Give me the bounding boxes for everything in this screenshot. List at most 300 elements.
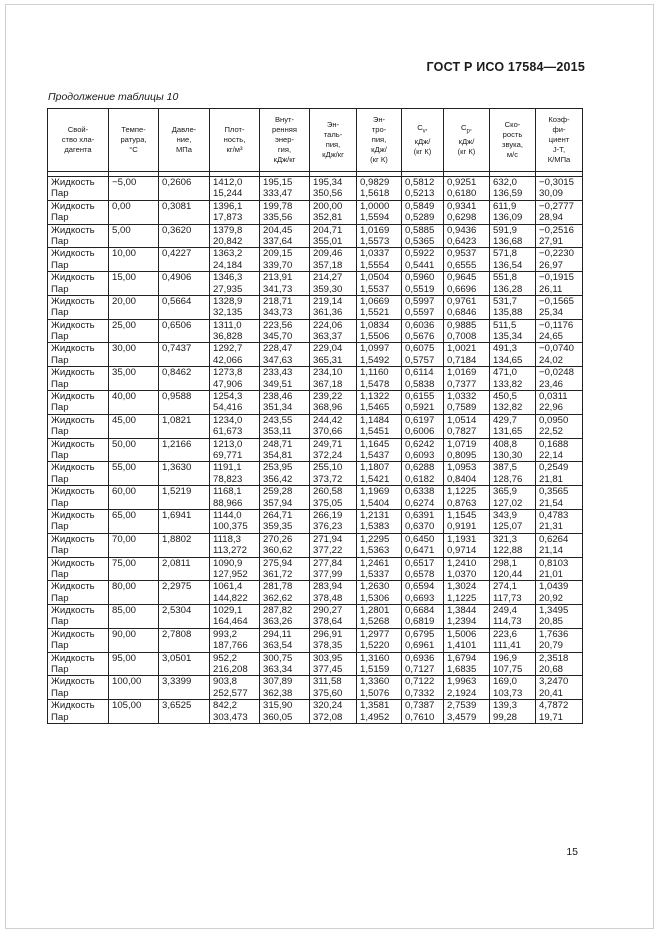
cell-density	[210, 628, 260, 652]
cell-temperature	[109, 700, 159, 724]
cell-entropy	[357, 462, 402, 486]
vapor-value: Пар	[51, 545, 69, 557]
liquid-value: 1029,1	[213, 605, 243, 617]
cell-cp	[444, 486, 490, 510]
column-header-line: ренняя	[271, 125, 298, 134]
cell-property	[48, 581, 109, 605]
column-header-line: ство хла-	[61, 135, 95, 144]
liquid-value: 1,1645	[360, 438, 390, 450]
vapor-value: 136,59	[493, 188, 523, 200]
vapor-value: 27,91	[539, 235, 564, 247]
cell-enthalpy	[310, 414, 357, 438]
cell-property	[48, 486, 109, 510]
value: 0,5664	[162, 295, 192, 307]
vapor-value: 0,6555	[447, 259, 477, 271]
cell-density	[210, 200, 260, 224]
cell-jt-coefficient	[536, 414, 583, 438]
cell-cp	[444, 676, 490, 700]
liquid-value: 450,5	[493, 391, 518, 403]
column-header-line: Коэф-	[548, 115, 570, 124]
liquid-value: 0,6075	[405, 343, 435, 355]
liquid-value: 1191,1	[213, 462, 242, 474]
column-header-line: $C_p$,	[461, 123, 472, 135]
table-row	[48, 343, 583, 367]
value: 75,00	[112, 557, 137, 569]
liquid-value: Жидкость	[51, 200, 95, 212]
cell-entropy	[357, 367, 402, 391]
cell-pressure	[159, 414, 210, 438]
vapor-value: 1,4952	[360, 711, 390, 723]
table-row	[48, 652, 583, 676]
vapor-value: 24,184	[213, 259, 243, 271]
vapor-value: 0,7127	[405, 664, 435, 676]
liquid-value: 531,7	[493, 295, 518, 307]
vapor-value: 54,416	[213, 402, 243, 414]
liquid-value: 287,82	[263, 605, 293, 617]
vapor-value: 25,34	[539, 307, 564, 319]
vapor-value: 357,94	[263, 497, 293, 509]
column-header-jt-coefficient	[536, 109, 583, 172]
value: 2,5304	[162, 605, 192, 617]
vapor-value: 0,6180	[447, 188, 477, 200]
liquid-value: 283,94	[313, 581, 343, 593]
table-row	[48, 438, 583, 462]
cell-entropy	[357, 319, 402, 343]
liquid-value: 2,3518	[539, 652, 569, 664]
column-header-line: J-T,	[552, 145, 566, 154]
vapor-value: Пар	[51, 235, 69, 247]
liquid-value: 0,6242	[405, 438, 435, 450]
cell-pressure	[159, 295, 210, 319]
cell-entropy	[357, 414, 402, 438]
liquid-value: 1,0337	[360, 248, 390, 260]
cell-property	[48, 200, 109, 224]
liquid-value: 1,1322	[360, 391, 390, 403]
cell-density	[210, 391, 260, 415]
cell-internal-energy	[260, 177, 310, 201]
cell-entropy	[357, 486, 402, 510]
document-code: ГОСТ Р ИСО 17584—2015	[426, 60, 585, 74]
vapor-value: 0,6298	[447, 212, 477, 224]
cell-property	[48, 295, 109, 319]
cell-enthalpy	[310, 628, 357, 652]
liquid-value: 253,95	[263, 462, 293, 474]
cell-enthalpy	[310, 700, 357, 724]
column-header-line: Внут-	[274, 115, 295, 124]
vapor-value: 339,70	[263, 259, 293, 271]
vapor-value: 24,02	[539, 354, 564, 366]
cell-pressure	[159, 605, 210, 629]
cell-cp	[444, 391, 490, 415]
vapor-value: 372,24	[313, 449, 343, 461]
column-header-line: гия,	[277, 145, 292, 154]
cell-enthalpy	[310, 509, 357, 533]
vapor-value: 28,94	[539, 212, 564, 224]
cell-cp	[444, 581, 490, 605]
column-header-line: звука,	[502, 140, 523, 149]
cell-density	[210, 652, 260, 676]
vapor-value: 136,28	[493, 283, 523, 295]
cell-property	[48, 533, 109, 557]
liquid-value: Жидкость	[51, 605, 95, 617]
vapor-value: 363,26	[263, 616, 293, 628]
liquid-value: 2,7539	[447, 700, 477, 712]
cell-enthalpy	[310, 272, 357, 296]
cell-speed-of-sound	[490, 272, 536, 296]
liquid-value: 1,1931	[447, 533, 477, 545]
column-header-line: дагента	[64, 145, 92, 154]
liquid-value: 365,9	[493, 486, 518, 498]
liquid-value: 200,00	[313, 200, 343, 212]
liquid-value: 1,2295	[360, 533, 390, 545]
cell-internal-energy	[260, 557, 310, 581]
value: 1,5219	[162, 486, 192, 498]
cell-cv	[402, 200, 444, 224]
cell-jt-coefficient	[536, 557, 583, 581]
vapor-value: 1,5451	[360, 426, 390, 438]
cell-jt-coefficient	[536, 628, 583, 652]
vapor-value: 131,65	[493, 426, 523, 438]
subscript: p	[466, 128, 470, 135]
cell-cp	[444, 438, 490, 462]
table-row	[48, 486, 583, 510]
vapor-value: 21,81	[539, 473, 564, 485]
value: 3,6525	[162, 700, 192, 712]
column-header-line: кДж/	[414, 136, 431, 146]
liquid-value: 1379,8	[213, 224, 243, 236]
vapor-value: 216,208	[213, 664, 248, 676]
vapor-value: Пар	[51, 687, 69, 699]
cell-temperature	[109, 295, 159, 319]
cell-pressure	[159, 557, 210, 581]
vapor-value: 32,135	[213, 307, 243, 319]
liquid-value: 213,91	[263, 272, 293, 284]
cell-jt-coefficient	[536, 295, 583, 319]
column-header-line: $C_v$,	[417, 123, 428, 135]
column-header-line: кДж/	[458, 136, 475, 146]
liquid-value: 229,04	[313, 343, 343, 355]
value: 80,00	[112, 581, 137, 593]
cell-jt-coefficient	[536, 652, 583, 676]
vapor-value: 0,5838	[405, 378, 435, 390]
vapor-value: 0,5289	[405, 212, 435, 224]
liquid-value: 1,0997	[360, 343, 390, 355]
cell-property	[48, 319, 109, 343]
liquid-value: 1,2630	[360, 581, 390, 593]
table-row	[48, 414, 583, 438]
liquid-value: 244,42	[313, 414, 343, 426]
cell-cp	[444, 462, 490, 486]
column-header-line: Ско-	[504, 120, 521, 129]
liquid-value: 196,9	[493, 652, 518, 664]
liquid-value: 1,1807	[360, 462, 390, 474]
liquid-value: 139,3	[493, 700, 518, 712]
cell-jt-coefficient	[536, 676, 583, 700]
vapor-value: 1,2394	[447, 616, 477, 628]
cell-temperature	[109, 462, 159, 486]
vapor-value: 0,6423	[447, 235, 477, 247]
vapor-value: 187,766	[213, 640, 248, 652]
vapor-value: 0,7610	[405, 711, 435, 723]
vapor-value: 303,473	[213, 711, 248, 723]
cell-enthalpy	[310, 367, 357, 391]
vapor-value: 363,34	[263, 664, 293, 676]
vapor-value: 23,46	[539, 378, 564, 390]
liquid-value: 0,6288	[405, 462, 435, 474]
liquid-value: 1,0169	[447, 367, 477, 379]
table-row	[48, 367, 583, 391]
liquid-value: Жидкость	[51, 224, 95, 236]
liquid-value: 321,3	[493, 533, 518, 545]
liquid-value: Жидкость	[51, 581, 95, 593]
liquid-value: 209,15	[263, 248, 293, 260]
liquid-value: 471,0	[493, 367, 518, 379]
vapor-value: 20,842	[213, 235, 243, 247]
cell-jt-coefficient	[536, 248, 583, 272]
vapor-value: 252,577	[213, 687, 248, 699]
table-row	[48, 177, 583, 201]
vapor-value: 359,35	[263, 521, 293, 533]
liquid-value: 1,3844	[447, 605, 477, 617]
cell-internal-energy	[260, 486, 310, 510]
vapor-value: Пар	[51, 449, 69, 461]
column-header-line: кДж/	[371, 145, 387, 154]
cell-speed-of-sound	[490, 177, 536, 201]
liquid-value: 199,78	[263, 200, 293, 212]
column-header-density	[210, 109, 260, 172]
vapor-value: 27,935	[213, 283, 243, 295]
liquid-value: 0,6936	[405, 652, 435, 664]
vapor-value: Пар	[51, 331, 69, 343]
liquid-value: 0,5812	[405, 177, 435, 188]
column-header-line: рость	[502, 130, 523, 139]
cell-entropy	[357, 605, 402, 629]
column-header-line: Эн-	[326, 120, 340, 129]
vapor-value: 99,28	[493, 711, 518, 723]
cell-jt-coefficient	[536, 200, 583, 224]
vapor-value: Пар	[51, 378, 69, 390]
cell-internal-energy	[260, 700, 310, 724]
vapor-value: 22,14	[539, 449, 564, 461]
cell-entropy	[357, 177, 402, 201]
liquid-value: 1,3360	[360, 676, 390, 688]
liquid-value: 204,45	[263, 224, 293, 236]
cell-entropy	[357, 200, 402, 224]
vapor-value: 26,97	[539, 259, 564, 271]
vapor-value: 1,5554	[360, 259, 390, 271]
liquid-value: 429,7	[493, 414, 518, 426]
liquid-value: Жидкость	[51, 272, 95, 284]
column-header-cv	[402, 109, 444, 172]
table-row	[48, 533, 583, 557]
vapor-value: Пар	[51, 283, 69, 295]
table-row	[48, 676, 583, 700]
cell-temperature	[109, 581, 159, 605]
liquid-value: 1061,4	[213, 581, 243, 593]
cell-internal-energy	[260, 200, 310, 224]
vapor-value: 377,22	[313, 545, 343, 557]
cell-jt-coefficient	[536, 224, 583, 248]
vapor-value: 1,5521	[360, 307, 390, 319]
cell-cp	[444, 319, 490, 343]
vapor-value: 127,952	[213, 568, 248, 580]
cell-pressure	[159, 343, 210, 367]
cell-internal-energy	[260, 391, 310, 415]
vapor-value: 370,66	[313, 426, 343, 438]
liquid-value: −0,2230	[539, 248, 574, 260]
cell-enthalpy	[310, 581, 357, 605]
column-header-cp	[444, 109, 490, 172]
cell-pressure	[159, 200, 210, 224]
vapor-value: Пар	[51, 259, 69, 271]
column-header-line: ние,	[176, 135, 192, 144]
cell-jt-coefficient	[536, 581, 583, 605]
cell-temperature	[109, 343, 159, 367]
table-row	[48, 295, 583, 319]
cell-density	[210, 367, 260, 391]
cell-cv	[402, 581, 444, 605]
liquid-value: 290,27	[313, 605, 343, 617]
cell-temperature	[109, 652, 159, 676]
column-header-line: пия,	[325, 140, 341, 149]
vapor-value: 0,6961	[405, 640, 435, 652]
vapor-value: 30,09	[539, 188, 564, 200]
column-header-line: ратура,	[120, 135, 147, 144]
liquid-value: 1,0169	[360, 224, 390, 236]
liquid-value: 0,9251	[447, 177, 477, 188]
cell-jt-coefficient	[536, 605, 583, 629]
vapor-value: 0,7589	[447, 402, 477, 414]
liquid-value: 1213,0	[213, 438, 243, 450]
cell-temperature	[109, 438, 159, 462]
cell-speed-of-sound	[490, 557, 536, 581]
cell-entropy	[357, 509, 402, 533]
value: 5,00	[112, 224, 131, 236]
liquid-value: 491,3	[493, 343, 518, 355]
vapor-value: 1,4101	[447, 640, 477, 652]
cell-property	[48, 248, 109, 272]
cell-density	[210, 700, 260, 724]
cell-density	[210, 224, 260, 248]
column-header-line: Эн-	[372, 115, 386, 124]
vapor-value: Пар	[51, 426, 69, 438]
vapor-value: 373,72	[313, 473, 343, 485]
table-row	[48, 628, 583, 652]
liquid-value: 1,1484	[360, 414, 390, 426]
cell-temperature	[109, 177, 159, 201]
cell-entropy	[357, 343, 402, 367]
cell-density	[210, 343, 260, 367]
cell-entropy	[357, 581, 402, 605]
value: 10,00	[112, 248, 137, 260]
vapor-value: 353,11	[263, 426, 292, 438]
liquid-value: 1234,0	[213, 414, 243, 426]
liquid-value: 0,6155	[405, 391, 435, 403]
vapor-value: 0,8763	[447, 497, 477, 509]
value: 0,8462	[162, 367, 192, 379]
cell-enthalpy	[310, 295, 357, 319]
cell-jt-coefficient	[536, 177, 583, 201]
cell-speed-of-sound	[490, 581, 536, 605]
table-row	[48, 700, 583, 724]
value: 40,00	[112, 391, 137, 403]
vapor-value: 0,6182	[405, 473, 435, 485]
liquid-value: 1,3024	[447, 581, 477, 593]
cell-property	[48, 438, 109, 462]
vapor-value: 22,52	[539, 426, 564, 438]
vapor-value: 122,88	[493, 545, 523, 557]
cell-temperature	[109, 486, 159, 510]
liquid-value: 311,58	[313, 676, 342, 688]
cell-density	[210, 462, 260, 486]
cell-entropy	[357, 533, 402, 557]
liquid-value: 0,5922	[405, 248, 435, 260]
liquid-value: 0,6594	[405, 581, 435, 593]
vapor-value: 357,18	[313, 259, 343, 271]
column-header-line: Темпе-	[121, 125, 146, 134]
value: 55,00	[112, 462, 137, 474]
liquid-value: −0,1915	[539, 272, 574, 284]
liquid-value: 0,6684	[405, 605, 435, 617]
cell-entropy	[357, 700, 402, 724]
liquid-value: 0,5997	[405, 295, 435, 307]
liquid-value: 303,95	[313, 652, 343, 664]
liquid-value: 233,43	[263, 367, 293, 379]
cell-internal-energy	[260, 367, 310, 391]
vapor-value: 20,85	[539, 616, 564, 628]
liquid-value: Жидкость	[51, 414, 95, 426]
cell-property	[48, 391, 109, 415]
cell-jt-coefficient	[536, 509, 583, 533]
liquid-value: Жидкость	[51, 367, 95, 379]
cell-jt-coefficient	[536, 462, 583, 486]
vapor-value: 1,5573	[360, 235, 390, 247]
vapor-value: 120,44	[493, 568, 523, 580]
value: 60,00	[112, 486, 137, 498]
liquid-value: Жидкость	[51, 295, 95, 307]
liquid-value: 0,9436	[447, 224, 477, 236]
vapor-value: 1,6835	[447, 664, 477, 676]
liquid-value: 315,90	[263, 700, 293, 712]
liquid-value: 511,5	[493, 319, 517, 331]
vapor-value: 15,244	[213, 188, 243, 200]
liquid-value: 214,27	[313, 272, 343, 284]
liquid-value: 266,19	[313, 509, 343, 521]
liquid-value: 993,2	[213, 628, 238, 640]
cell-temperature	[109, 414, 159, 438]
cell-density	[210, 509, 260, 533]
liquid-value: 842,2	[213, 700, 238, 712]
liquid-value: 320,24	[313, 700, 343, 712]
cell-jt-coefficient	[536, 486, 583, 510]
cell-cp	[444, 509, 490, 533]
liquid-value: 611,9	[493, 200, 517, 212]
vapor-value: 0,7184	[447, 354, 477, 366]
table-body	[48, 172, 583, 724]
value: 45,00	[112, 414, 137, 426]
vapor-value: 343,73	[263, 307, 293, 319]
cell-internal-energy	[260, 676, 310, 700]
vapor-value: 144,822	[213, 592, 248, 604]
cell-cv	[402, 700, 444, 724]
liquid-value: −0,2516	[539, 224, 574, 236]
vapor-value: 21,54	[539, 497, 564, 509]
vapor-value: Пар	[51, 307, 69, 319]
cell-internal-energy	[260, 319, 310, 343]
cell-cv	[402, 605, 444, 629]
cell-jt-coefficient	[536, 391, 583, 415]
vapor-value: 1,5220	[360, 640, 390, 652]
